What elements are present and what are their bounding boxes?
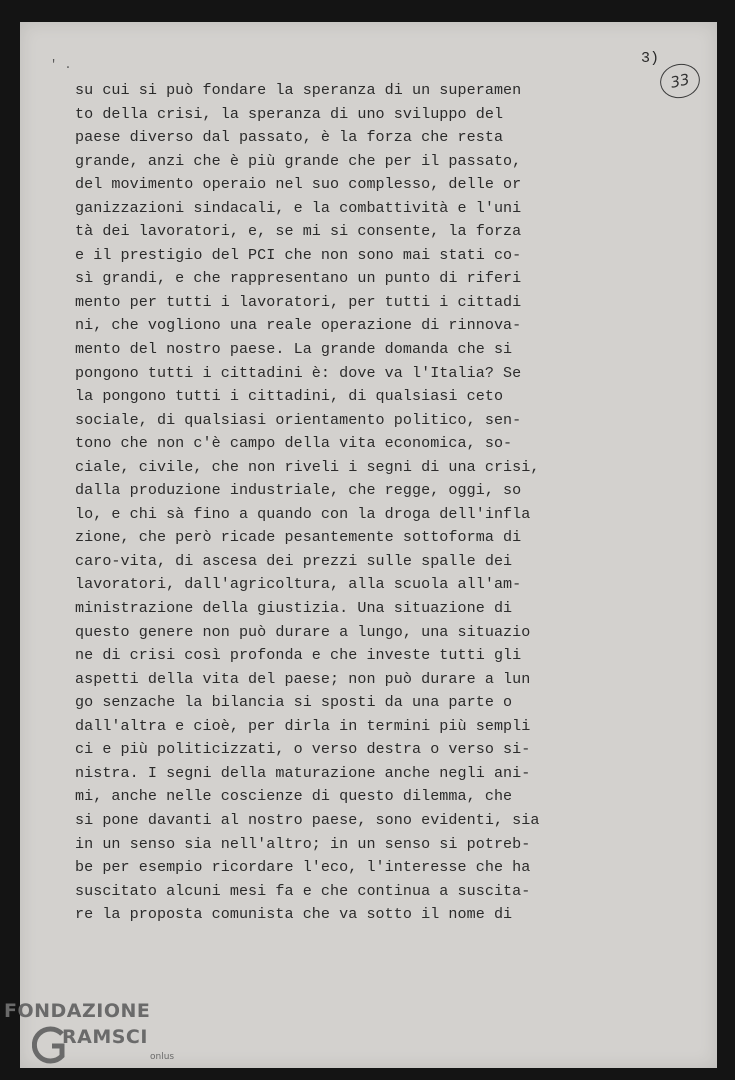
text-line: aspetti della vita del paese; non può durare a lun (75, 669, 531, 688)
text-line: dalla produzione industriale, che regge, oggi, so (75, 481, 522, 500)
watermark-line1: FONDAZIONE (4, 1000, 151, 1022)
text-line: la pongono tutti i cittadini, di qualsiasi ceto (75, 387, 504, 406)
text-line: suscitato alcuni mesi fa e che continua a suscita- (75, 881, 531, 900)
text-line: paese diverso dal passato, è la forza che resta (75, 128, 504, 147)
margin-marks: ' . (50, 58, 72, 72)
text-line: ne di crisi così profonda e che investe tutti gli (75, 646, 522, 665)
text-line: lo, e chi sà fino a quando con la droga dell'infla (75, 504, 531, 523)
text-line: dall'altra e cioè, per dirla in termini più sempli (75, 716, 531, 735)
text-line: grande, anzi che è più grande che per il passato, (75, 151, 522, 170)
text-line: mento del nostro paese. La grande domanda che si (75, 340, 513, 359)
watermark-line3: onlus (150, 1052, 175, 1062)
text-line: zione, che però ricade pesantemente sottoforma di (75, 528, 522, 547)
text-line: tà dei lavoratori, e, se mi si consente, la forza (75, 222, 522, 241)
text-line: mento per tutti i lavoratori, per tutti i cittadi (75, 292, 522, 311)
text-line: to della crisi, la speranza di uno sviluppo del (75, 104, 504, 123)
text-line: del movimento operaio nel suo complesso, delle or (75, 175, 522, 194)
typewritten-text (75, 79, 540, 927)
text-line: lavoratori, dall'agricoltura, alla scuola all'am- (75, 575, 522, 594)
text-line: questo genere non può durare a lungo, una situazio (75, 622, 531, 641)
text-line: ni, che vogliono una reale operazione di rinnova- (75, 316, 522, 335)
text-line: re la proposta comunista che va sotto il nome di (75, 905, 513, 924)
text-line: pongono tutti i cittadini è: dove va l'Italia? Se (75, 363, 522, 382)
text-line: mi, anche nelle coscienze di questo dilemma, che (75, 787, 513, 806)
archive-watermark (4, 1000, 204, 1080)
text-line: in un senso sia nell'altro; in un senso si potreb- (75, 834, 531, 853)
text-line: si pone davanti al nostro paese, sono evidenti, sia (75, 810, 540, 829)
text-line: caro-vita, di ascesa dei prezzi sulle spalle dei (75, 551, 513, 570)
text-line: ciale, civile, che non riveli i segni di una crisi, (75, 457, 540, 476)
text-line: nistra. I segni della maturazione anche negli ani- (75, 763, 531, 782)
text-line: go senzache la bilancia si sposti da una parte o (75, 693, 513, 712)
text-line: be per esempio ricordare l'eco, l'interesse che ha (75, 858, 531, 877)
sheet-number-circled: 33 (657, 60, 703, 102)
text-line: sì grandi, e che rappresentano un punto di riferi (75, 269, 522, 288)
page-number: 3) (641, 50, 660, 67)
text-line: ci e più politicizzati, o verso destra o verso si- (75, 740, 531, 759)
text-line: su cui si può fondare la speranza di un superamen (75, 81, 522, 99)
text-line: ministrazione della giustizia. Una situazione di (75, 599, 513, 618)
text-line: ganizzazioni sindacali, e la combattività e l'uni (75, 198, 522, 217)
text-line: tono che non c'è campo della vita economica, so- (75, 434, 513, 453)
text-line: sociale, di qualsiasi orientamento politico, sen- (75, 410, 522, 429)
text-line: e il prestigio del PCI che non sono mai stati co- (75, 245, 522, 264)
watermark-line2: RAMSCI (62, 1026, 148, 1048)
